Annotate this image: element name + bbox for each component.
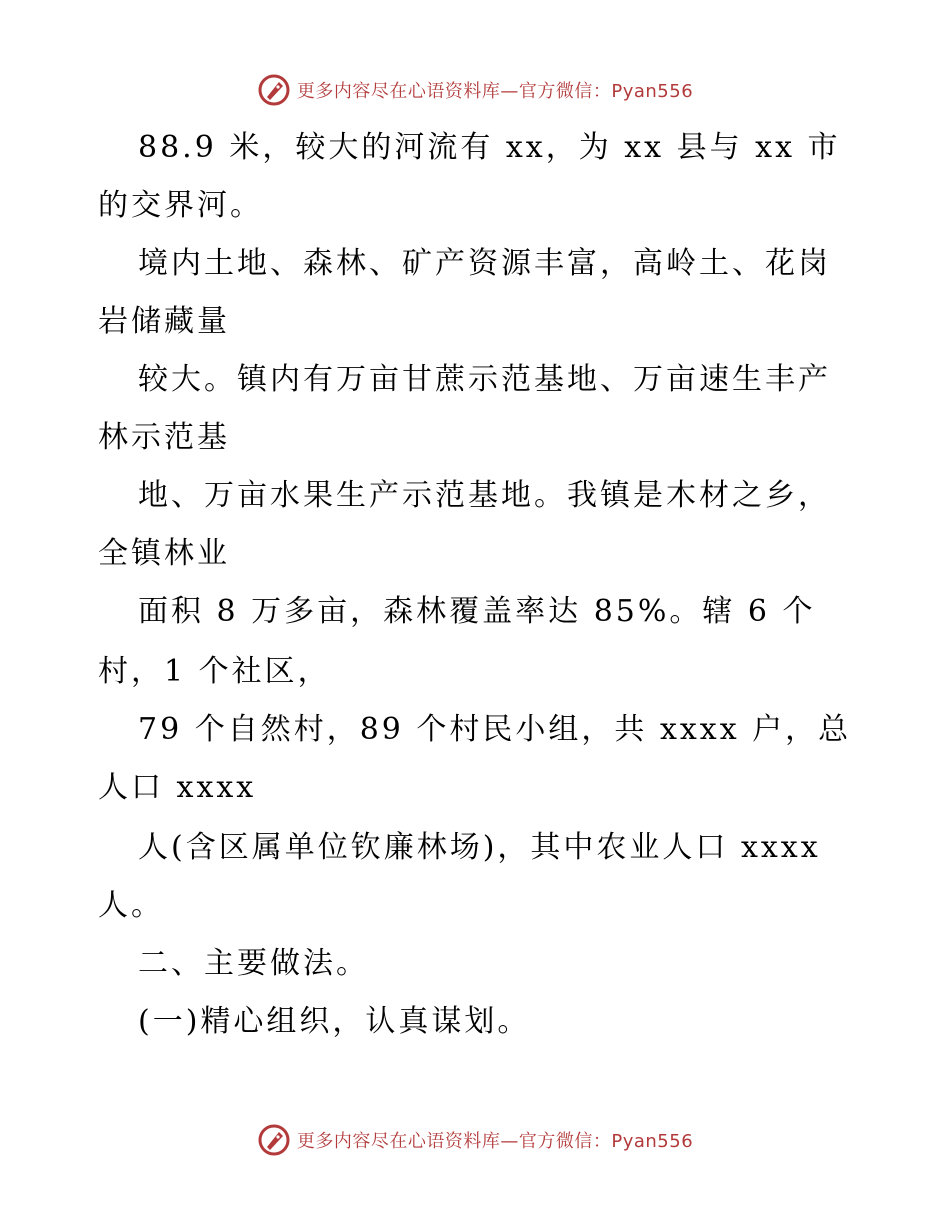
subsection-heading: (一)精心组织，认真谋划。 [138,1004,531,1039]
body-line: 林示范基 [98,420,230,455]
footer-banner-text: 更多内容尽在心语资料库—官方微信：Pyan556 [296,1131,694,1152]
body-line: 岩储藏量 [98,304,230,339]
body-line: 境内土地、森林、矿产资源丰富，高岭土、花岗 [138,246,831,281]
pen-nib-logo-icon [257,1123,291,1157]
body-line: 地、万亩水果生产示范基地。我镇是木材之乡， [138,478,831,513]
body-line: 全镇林业 [98,536,230,571]
pen-nib-logo-icon [257,73,291,107]
footer-banner [0,1120,950,1160]
header-banner-text: 更多内容尽在心语资料库—官方微信：Pyan556 [296,81,694,102]
body-line: 88.9 米，较大的河流有 xx，为 xx 县与 xx 市 [138,130,841,165]
header-banner [0,70,950,110]
body-line: 村，1 个社区， [98,654,331,689]
body-line: 人(含区属单位钦廉林场)，其中农业人口 xxxx [138,830,821,865]
body-line: 较大。镇内有万亩甘蔗示范基地、万亩速生丰产 [138,362,831,397]
body-line: 79 个自然村，89 个村民小组，共 xxxx 户，总 [138,712,852,747]
body-line: 的交界河。 [98,188,263,223]
body-line: 人口 xxxx [98,770,257,805]
body-line: 面积 8 万多亩，森林覆盖率达 85%。辖 6 个 [138,594,816,629]
body-line: 人。 [98,888,164,923]
section-heading: 二、主要做法。 [138,946,369,981]
